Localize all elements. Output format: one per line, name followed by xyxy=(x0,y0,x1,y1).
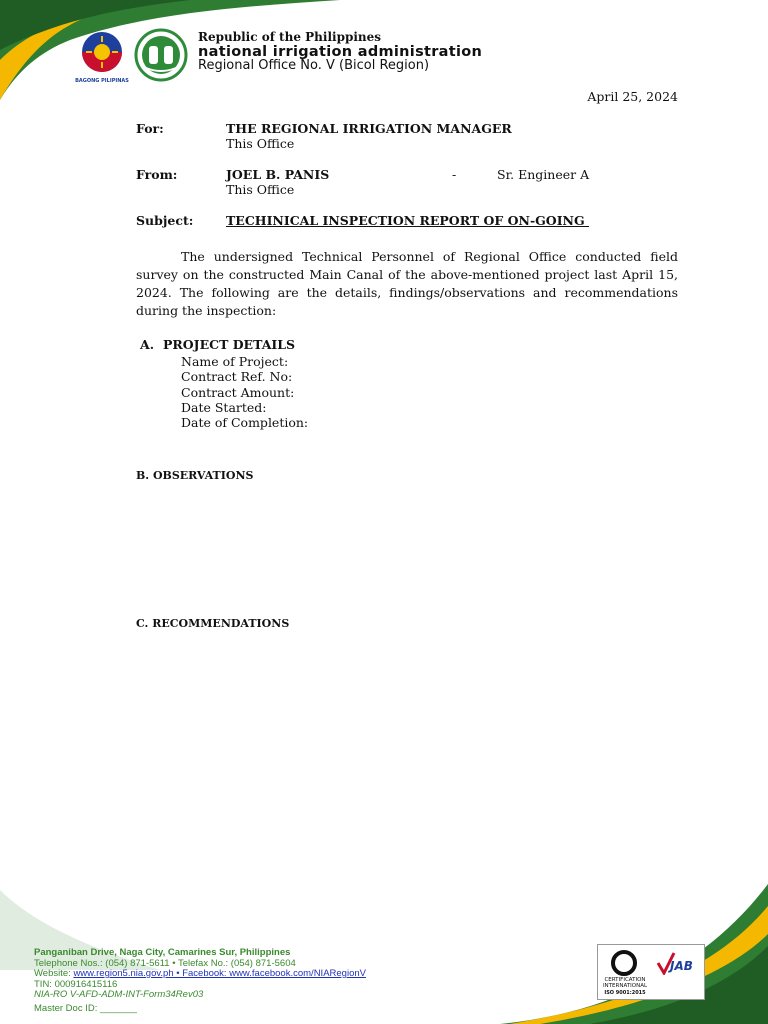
agency-name: national irrigation administration xyxy=(198,44,483,60)
cert-iso: ISO 9001:2015 xyxy=(604,990,646,996)
republic-label: Republic of the Philippines xyxy=(198,30,382,44)
for-label: For: xyxy=(136,121,164,136)
footer-phones: Telephone Nos.: (054) 871-5611 • Telefax No.: (054) 871-5604 xyxy=(34,958,296,969)
for-name: THE REGIONAL IRRIGATION MANAGER xyxy=(226,121,512,136)
section-a-marker: A. xyxy=(140,337,155,352)
section-b-title: B. OBSERVATIONS xyxy=(136,469,254,482)
field-project-name: Name of Project: xyxy=(181,354,289,369)
footer-tin: TIN: 000916415116 xyxy=(34,979,118,990)
seal-caption: BAGONG PILIPINAS xyxy=(75,78,129,84)
from-office: This Office xyxy=(226,182,295,197)
field-contract-ref: Contract Ref. No: xyxy=(181,369,293,384)
subject-text: TECHINICAL INSPECTION REPORT OF ON-GOING xyxy=(226,213,589,228)
footer-master-doc: Master Doc ID: _______ xyxy=(34,1003,137,1014)
certification-box xyxy=(597,944,705,1000)
section-c-title: C. RECOMMENDATIONS xyxy=(136,617,290,630)
jab-mark: JAB xyxy=(670,959,693,973)
from-name: JOEL B. PANIS xyxy=(226,167,330,182)
certification-ring-icon xyxy=(610,949,638,977)
footer-address: Panganiban Drive, Naga City, Camarines Sur, Philippines xyxy=(34,947,291,958)
nia-logo-icon xyxy=(134,28,188,82)
section-a-title: PROJECT DETAILS xyxy=(163,337,296,352)
footer-web-line xyxy=(34,968,366,979)
cert-line1: CERTIFICATION xyxy=(604,977,646,983)
office-name: Regional Office No. V (Bicol Region) xyxy=(198,58,430,73)
for-office: This Office xyxy=(226,136,295,151)
from-position: Sr. Engineer A xyxy=(497,167,590,182)
website-label: Website: xyxy=(34,968,74,979)
field-date-completion: Date of Completion: xyxy=(181,415,309,430)
field-date-started: Date Started: xyxy=(181,400,267,415)
body-paragraph: The undersigned Technical Personnel of Regional Office conducted field survey on the constructed Main Canal of the above-mentioned project last April 15, 2024. The following are the details, findings/observations and recommendations during the inspection: xyxy=(136,249,678,318)
website-link[interactable]: www.region5.nia.gov.ph xyxy=(73,968,174,979)
field-contract-amount: Contract Amount: xyxy=(181,385,295,400)
from-dash: - xyxy=(452,167,457,182)
footer-form-code: NIA-RO V-AFD-ADM-INT-Form34Rev03 xyxy=(34,989,204,1000)
seal-icon xyxy=(74,30,130,74)
cert-line2: INTERNATIONAL xyxy=(602,983,648,989)
facebook-link[interactable]: • Facebook: www.facebook.com/NIARegionV xyxy=(173,968,366,979)
memo-date: April 25, 2024 xyxy=(587,89,678,104)
bagong-pilipinas-seal xyxy=(74,30,130,84)
from-label: From: xyxy=(136,167,178,182)
subject-label: Subject: xyxy=(136,213,194,228)
